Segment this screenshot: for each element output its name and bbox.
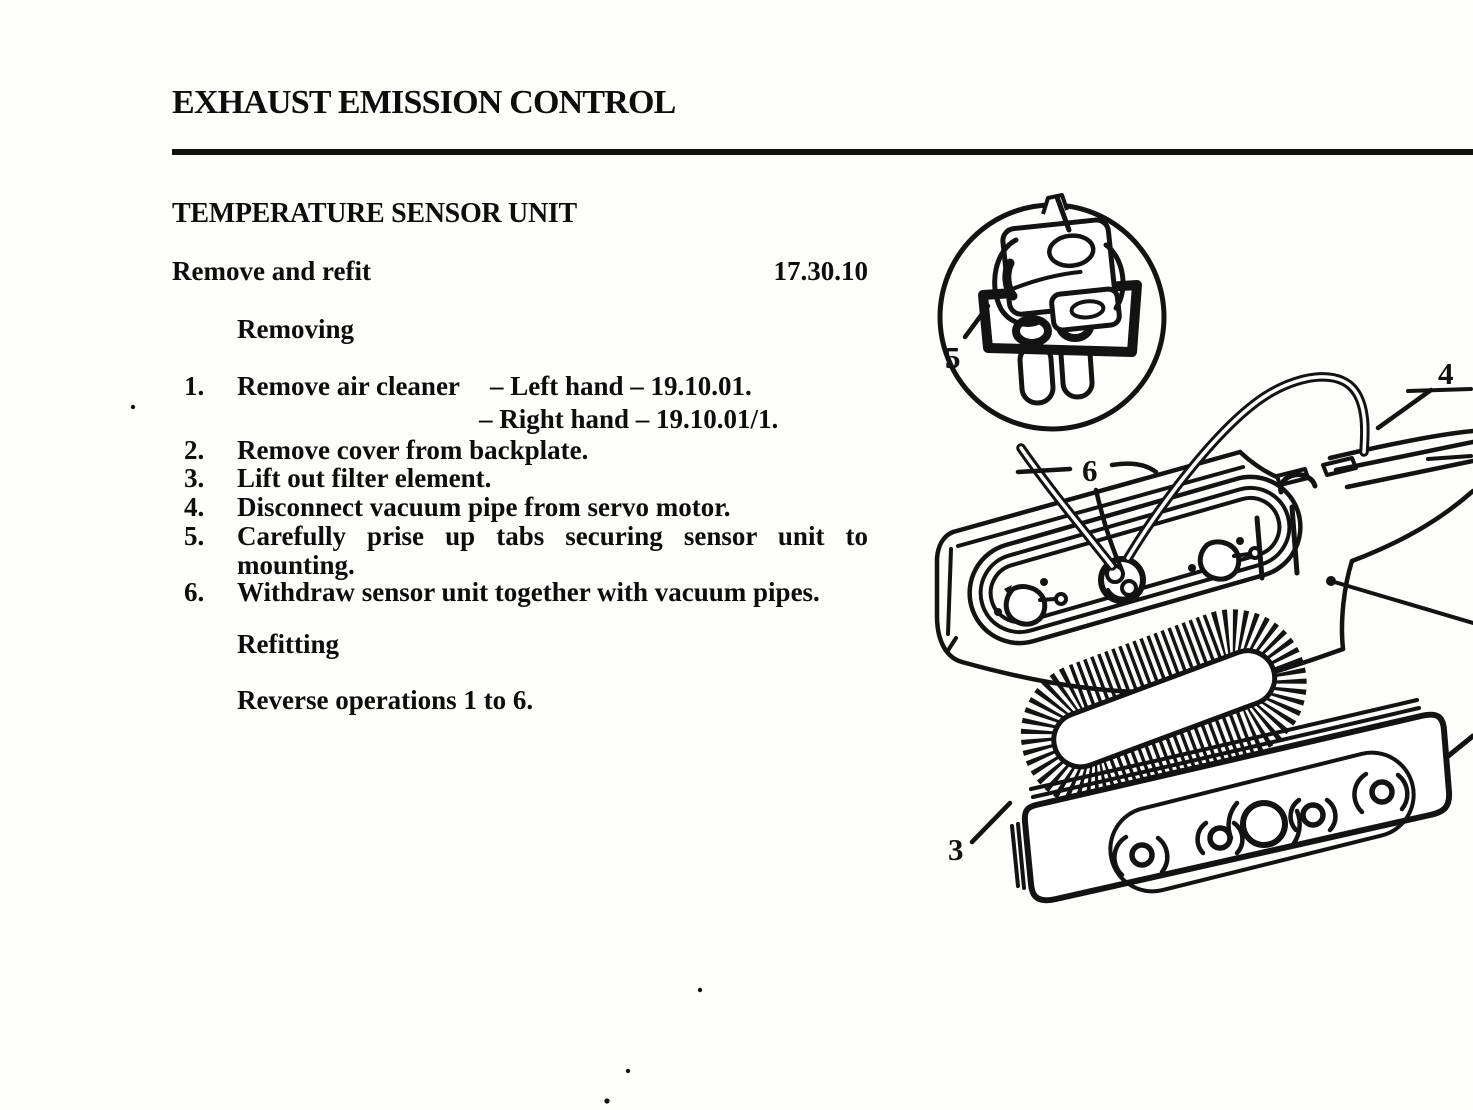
step-number: 5. — [184, 521, 205, 551]
toggle-clamp-right — [1200, 542, 1239, 579]
step-text: Disconnect vacuum pipe from servo motor. — [237, 492, 731, 522]
step-number: 3. — [184, 463, 205, 493]
step-text: – Right hand – 19.10.01/1. — [479, 404, 779, 434]
callout-6-dash — [1018, 469, 1070, 472]
figure-duct — [1277, 389, 1473, 492]
operation-label: Remove and refit — [172, 256, 371, 286]
callout-5-label: 5 — [945, 340, 961, 375]
operation-code: 17.30.10 — [773, 256, 868, 286]
callout-6-dash — [1112, 464, 1156, 472]
offpage-leader — [1447, 736, 1473, 757]
section-heading: TEMPERATURE SENSOR UNIT — [172, 198, 577, 229]
step-text: Lift out filter element. — [237, 463, 492, 493]
page-title: EXHAUST EMISSION CONTROL — [172, 84, 676, 121]
backplate-right-contour — [1352, 491, 1473, 561]
scan-speckle — [604, 1098, 609, 1103]
callout-6-label: 6 — [1082, 453, 1098, 488]
step-number: 2. — [184, 435, 205, 465]
refitting-heading: Refitting — [237, 629, 339, 659]
step-text: – Left hand – 19.10.01. — [490, 371, 752, 401]
callout-3-leader — [972, 803, 1010, 842]
step-text: Remove air cleaner — [237, 371, 460, 401]
step-text: Remove cover from backplate. — [237, 435, 589, 465]
callout-3-label: 3 — [948, 832, 964, 867]
scan-speckle — [698, 988, 702, 992]
callout-4-label: 4 — [1438, 356, 1454, 391]
step-number: 4. — [184, 492, 205, 522]
figure-inset-sensor-detail — [940, 195, 1164, 429]
removing-heading: Removing — [237, 314, 354, 344]
scan-speckle — [626, 1069, 630, 1073]
scan-speckle — [131, 405, 135, 409]
step-text: Carefully prise up tabs securing sensor unit to — [237, 521, 868, 551]
step-text: mounting. — [237, 550, 355, 580]
callout-4-leader — [1378, 390, 1431, 428]
refitting-text: Reverse operations 1 to 6. — [237, 685, 534, 715]
toggle-clamp-left — [1006, 587, 1045, 625]
step-text: Withdraw sensor unit together with vacuum pipes. — [237, 577, 820, 607]
step-number: 6. — [184, 577, 205, 607]
step-number: 1. — [184, 371, 205, 401]
offpage-leader — [1331, 581, 1473, 623]
